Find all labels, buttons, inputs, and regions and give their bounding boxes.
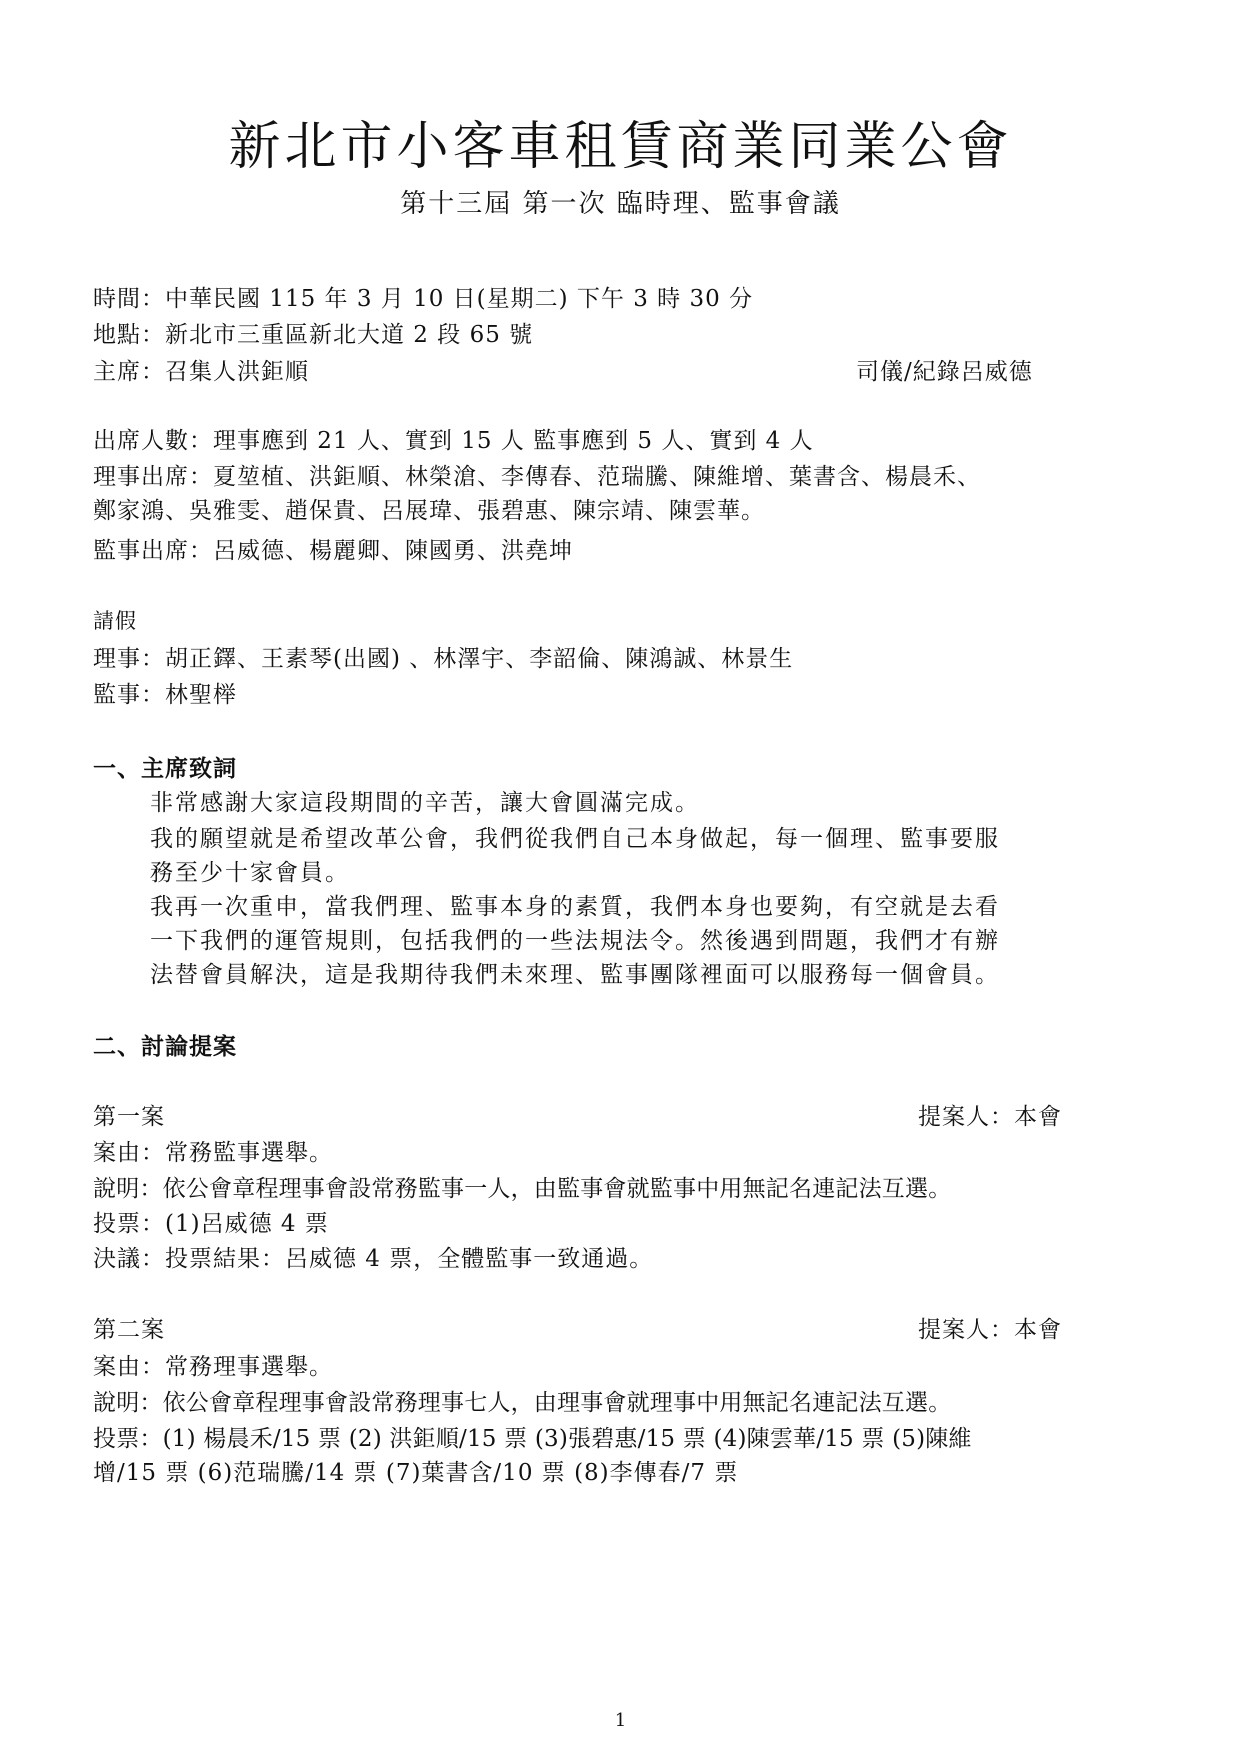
chair-speech-line: 一下我們的運管規則，包括我們的一些法規法令。然後遇到問題，我們才有辦 [150,928,1000,954]
section-1-heading: 一、主席致詞 [93,756,237,782]
case-1-proposer: 提案人：本會 [918,1104,1062,1130]
chair-speech-line: 務至少十家會員。 [150,860,350,886]
directors-present-line-1: 理事出席：夏堃植、洪鉅順、林榮滄、李傳春、范瑞騰、陳維增、葉書含、楊晨禾、 [93,464,981,490]
meeting-recorder: 司儀/紀錄呂威德 [856,359,1033,385]
case-1-vote: 投票：(1)呂威德 4 票 [93,1211,329,1237]
leave-heading: 請假 [93,609,137,633]
case-2-label: 第二案 [93,1317,165,1343]
case-2-proposer: 提案人：本會 [918,1317,1062,1343]
case-1-resolution: 決議：投票結果：呂威德 4 票，全體監事一致通過。 [93,1246,654,1272]
chair-speech-line: 我的願望就是希望改革公會，我們從我們自己本身做起，每一個理、監事要服 [150,826,1000,852]
meeting-place: 地點：新北市三重區新北大道 2 段 65 號 [93,322,534,348]
case-1-explanation: 說明：依公會章程理事會設常務監事一人，由監事會就監事中用無記名連記法互選。 [93,1176,952,1202]
case-2-reason: 案由：常務理事選舉。 [93,1354,333,1380]
meeting-time: 時間：中華民國 115 年 3 月 10 日(星期二) 下午 3 時 30 分 [93,286,754,312]
case-2-explanation: 說明：依公會章程理事會設常務理事七人，由理事會就理事中用無記名連記法互選。 [93,1390,952,1416]
case-2-vote-line-1: 投票：(1) 楊晨禾/15 票 (2) 洪鉅順/15 票 (3)張碧惠/15 票 (4)陳雲華/15 票 (5)陳維 [93,1426,972,1452]
case-2-vote-line-2: 增/15 票 (6)范瑞騰/14 票 (7)葉書含/10 票 (8)李傳春/7 票 [93,1460,739,1486]
page-number: 1 [614,1710,627,1731]
page-subtitle: 第十三屆 第一次 臨時理、監事會議 [400,189,841,219]
meeting-chair: 主席：召集人洪鉅順 [93,359,309,385]
supervisors-present: 監事出席：呂威德、楊麗卿、陳國勇、洪堯坤 [93,538,573,564]
directors-present-line-2: 鄭家鴻、吳雅雯、趙保貴、呂展瑋、張碧惠、陳宗靖、陳雲華。 [93,498,765,524]
chair-speech-line: 法替會員解決，這是我期待我們未來理、監事團隊裡面可以服務每一個會員。 [150,962,1000,988]
leave-directors: 理事：胡正鐸、王素琴(出國) 、林澤宇、李韶倫、陳鴻誠、林景生 [93,646,794,672]
case-1-label: 第一案 [93,1104,165,1130]
chair-speech-line: 我再一次重申，當我們理、監事本身的素質，我們本身也要夠，有空就是去看 [150,894,1000,920]
section-2-heading: 二、討論提案 [93,1034,237,1060]
chair-speech-line: 非常感謝大家這段期間的辛苦，讓大會圓滿完成。 [150,790,700,816]
page-title: 新北市小客車租賃商業同業公會 [228,117,1013,177]
attendance-summary: 出席人數：理事應到 21 人、實到 15 人 監事應到 5 人、實到 4 人 [93,428,814,454]
case-1-reason: 案由：常務監事選舉。 [93,1140,333,1166]
leave-supervisors: 監事：林聖榉 [93,682,237,708]
